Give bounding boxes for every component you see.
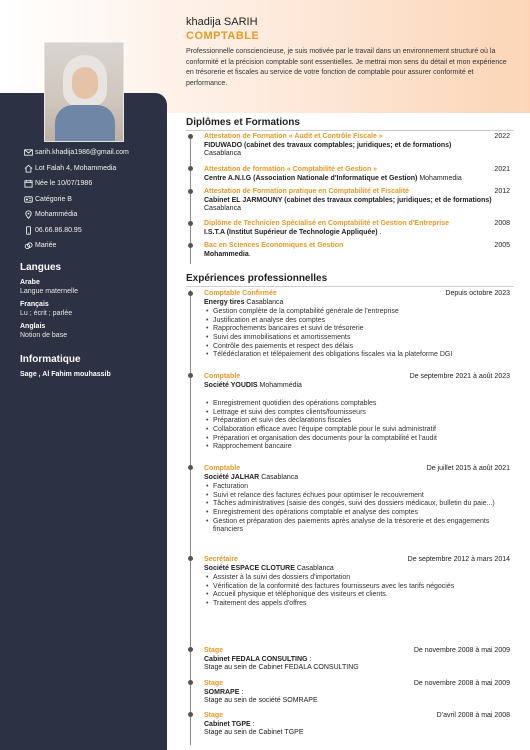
list-item: • Rapprochements bancaires et suivi de trésorerie (204, 325, 510, 334)
task-list (204, 483, 510, 535)
list-item: • Collaboration efficace avec l'équipe comptable pour le suivi administratif (204, 426, 510, 435)
contact-email[interactable]: sarih.khadija1986@gmail.com (22, 145, 162, 161)
timeline-dot (188, 134, 193, 139)
timeline-dot (188, 291, 193, 296)
license-icon (22, 195, 34, 204)
timeline-dot (188, 556, 193, 561)
experience-item: Comptable De juillet 2015 à août 2021 Société JALHAR Casablanca • Facturation • Suivi et relance des factures échues pour optimiser le recouvrement • Tâches administratives (saisie des congés, suivi des dossiers médicaux, bulletin du paie...) • Enregistrement des opérations comptable et analyse des comptes • Gestion et préparation des paiements après analyse de la trésorerie et des engagements financiers (204, 465, 510, 535)
education-item: Attestation de Formation pratique en Comptabilité et Fiscalité 2012 Cabinet EL JARMOUNY (cabinet des travaux comptables; juridiques; et de formations) Casablanca (204, 188, 510, 213)
list-item: • Préparation et suivi des déclarations fiscales (204, 417, 510, 426)
contact-city: Mohammédia (22, 207, 162, 223)
list-item: • Préparation et organisation des documents pour la comptabilité et l'audit (204, 435, 510, 444)
languages-heading: Langues (20, 262, 62, 273)
list-item: • Contrôle des paiements et respect des délais (204, 343, 510, 352)
experience-heading: Expériences professionnelles (186, 273, 328, 284)
list-item: • Traitement des appels d'offres (204, 600, 510, 609)
list-item: • Gestion complète de la comptabilité générale de l'entreprise (204, 308, 510, 317)
language-name: Arabe (20, 279, 40, 286)
task-list (204, 574, 510, 608)
list-item: • Accueil physique et téléphonique des visiteurs et clients. (204, 591, 510, 600)
education-heading: Diplômes et Formations (186, 117, 300, 128)
experience-item: Secrétaire De septembre 2012 à mars 2014 Société ESPACE CLOTURE Casablanca • Assister à la suivi des dossiers d'importation • Vérification de la conformité des factures fournisseurs avec les tarifs négociés • Accueil physique et téléphonique des visiteurs et clients. • Traitement des appels d'offres (204, 556, 510, 609)
list-item: • Gestion et préparation des paiements après analyse de la trésorerie et des engagements financiers (204, 518, 510, 535)
timeline-dot (188, 243, 193, 248)
profile-photo (44, 42, 124, 142)
experience-item: Stage D'avril 2008 à mai 2008 Cabinet TGPE : Stage au sein de Cabinet TGPE (204, 712, 510, 737)
list-item: • Enregistrement des opérations comptable et analyse des comptes (204, 509, 510, 518)
list-item: • Justification et analyse des comptes (204, 317, 510, 326)
list-item: • Suivi et relance des factures échues pour optimiser le recouvrement (204, 492, 510, 501)
experience-item: Stage De novembre 2008 à mai 2009 Cabinet FEDALA CONSULTING : Stage au sein de Cabinet FEDALA CONSULTING (204, 647, 510, 672)
language-level: Langue maternelle (20, 288, 78, 295)
task-list (204, 400, 510, 452)
task-list (204, 308, 510, 360)
email-icon (22, 148, 34, 157)
list-item: • Enregistrement quotidien des opérations comptables (204, 400, 510, 409)
contact-marital-status: Mariée (22, 238, 162, 254)
timeline-dot (188, 712, 193, 717)
contact-list (22, 145, 162, 254)
timeline-dot (188, 189, 193, 194)
phone-icon (22, 226, 34, 235)
education-item: Bac en Sciences Economiques et Gestion 2005 Mohammedia. (204, 242, 510, 258)
list-item: • Lettrage et suivi des comptes clients/fournisseurs (204, 409, 510, 418)
experience-item: Stage De novembre 2008 à mai 2009 SOMRAPE : Stage au sein de société SOMRAPE (204, 680, 510, 705)
contact-address: Lot Falah 4, Mohammedia (22, 161, 162, 177)
timeline-dot (188, 221, 193, 226)
home-icon (22, 164, 34, 173)
experience-item: Comptable De septembre 2021 à août 2023 Société YOUDIS Mohammédia • Enregistrement quotidien des opérations comptables • Lettrage et suivi des comptes clients/fournisseurs • Préparation et suivi des déclarations fiscales • Collaboration efficace avec l'équipe comptable pour le suivi administratif • Préparation et organisation des documents pour la comptabilité et l'audit • Rapprochement bancaire (204, 373, 510, 452)
it-heading: Informatique (20, 354, 81, 365)
list-item: • Vérification de la conformité des factures fournisseurs avec les tarifs négociés (204, 583, 510, 592)
list-item: • Télédéclaration et télépaiement des obligations fiscales via la plateforme DGI (204, 351, 510, 360)
education-item: Diplôme de Technicien Spécialisé en Comptabilité et Gestion d'Entreprise 2008 I.S.T.A (Institut Supérieur de Technologie Appliquée) . (204, 220, 510, 236)
section-divider (186, 286, 514, 287)
education-item: Attestation de Formation « Audit et Contrôle Fiscale » 2022 FIDUWADO (cabinet des travaux comptables; juridiques; et de formations) Casablanca (204, 133, 510, 158)
list-item: • Suivi des immobilisations et amortissements (204, 334, 510, 343)
rings-icon (22, 241, 34, 250)
language-name: Français (20, 301, 49, 308)
timeline-dot (188, 465, 193, 470)
timeline-dot (188, 373, 193, 378)
language-name: Anglais (20, 323, 46, 330)
language-level: Notion de base (20, 332, 68, 339)
job-title: COMPTABLE (186, 30, 260, 42)
language-level: Lu ; écrit ; parlée (20, 310, 73, 317)
education-item: Attestation de formation « Comptabilité et Gestion » 2021 Centre A.N.I.G (Association Nationale d'Informatique et Gestion) Mohammedia (204, 166, 510, 182)
list-item: • Rapprochement bancaire (204, 443, 510, 452)
contact-phone[interactable]: 06.66.86.80.95 (22, 223, 162, 239)
timeline-dot (188, 680, 193, 685)
list-item: • Tâches administratives (saisie des congés, suivi des dossiers médicaux, bulletin du paie...) (204, 500, 510, 509)
candidate-name: khadija SARIH (186, 16, 258, 28)
calendar-icon (22, 179, 34, 188)
profile-summary: Professionnelle consciencieuse, je suis motivée par le travail dans un environnement structuré où la conformité et la précision comptable sont essentielles. Je mettrai mon sens du détail et mon expérience en trésorerie et fiscales au service de votre fonction de comptable pour assurer conformité et performance. (186, 48, 507, 87)
location-icon (22, 210, 34, 219)
languages-list (20, 278, 160, 344)
timeline-dot (188, 166, 193, 171)
experience-item: Comptable Confirmée Depuis octobre 2023 Energy tires Casablanca • Gestion complète de la comptabilité générale de l'entreprise • Justification et analyse des comptes • Rapprochements bancaires et suivi de trésorerie • Suivi des immobilisations et amortissements • Contrôle des paiements et respect des délais • Télédéclaration et télépaiement des obligations fiscales via la plateforme DGI (204, 290, 510, 360)
it-skills: Sage , Al Fahim mouhassib (20, 371, 111, 378)
experience-timeline (190, 290, 191, 745)
timeline-dot (188, 647, 193, 652)
list-item: • Assister à la suivi des dossiers d'importation (204, 574, 510, 583)
contact-license: Catégorie B (22, 192, 162, 208)
list-item: • Facturation (204, 483, 510, 492)
contact-birthdate: Née le 10/07/1986 (22, 176, 162, 192)
section-divider (186, 130, 514, 131)
